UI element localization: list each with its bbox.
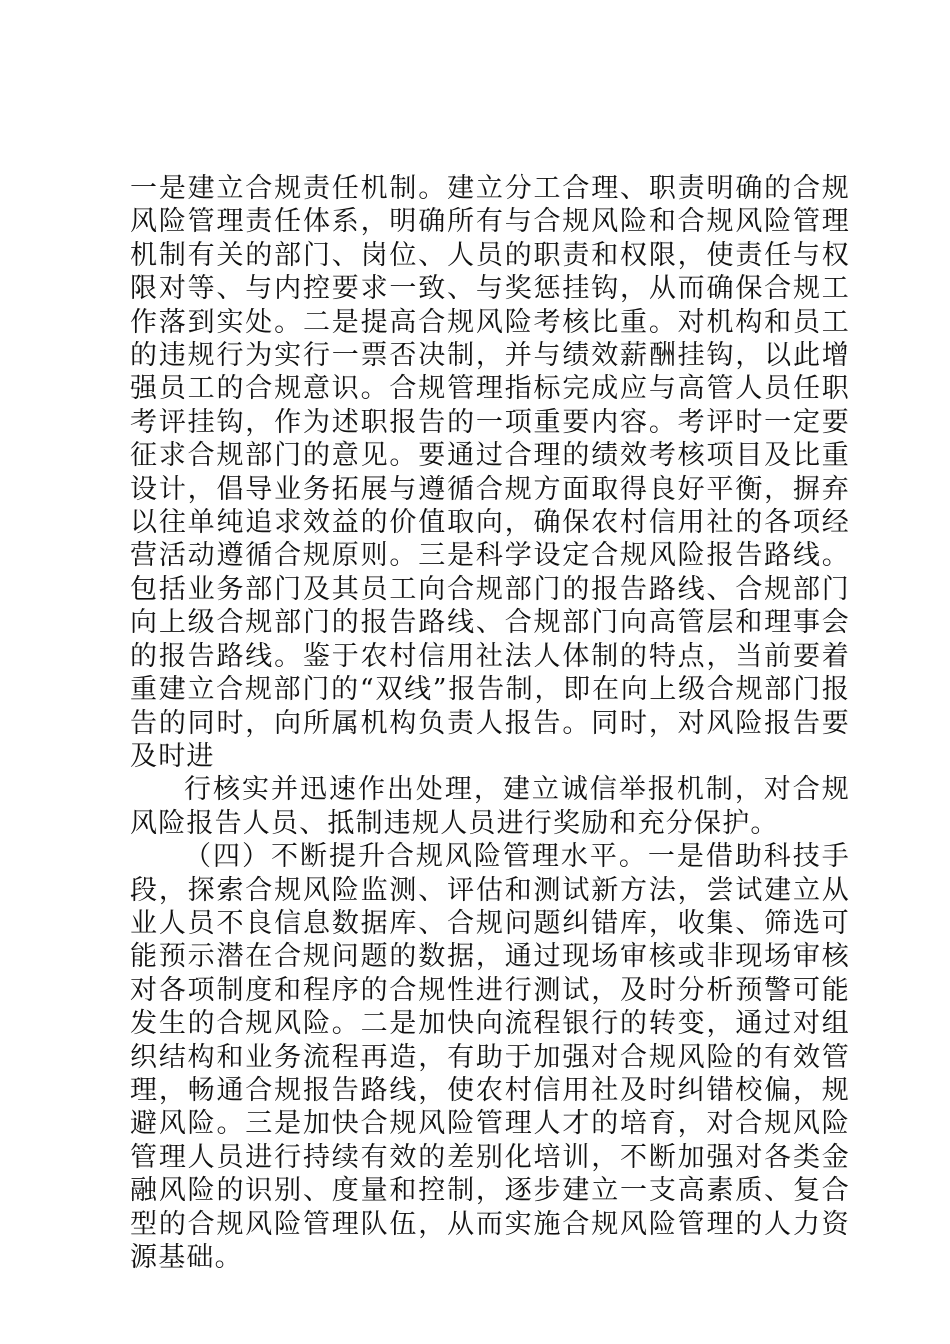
paragraph-reporting-continuation: 行核实并迅速作出处理，建立诚信举报机制，对合规风险报告人员、抵制违规人员进行奖励和充分保护。: [130, 774, 850, 839]
document-body: [130, 172, 850, 1274]
paragraph-compliance-mechanisms: 一是建立合规责任机制。建立分工合理、职责明确的合规风险管理责任体系，明确所有与合规风险和合规风险管理机制有关的部门、岗位、人员的职责和权限，使责任与权限对等、与内控要求一致、与奖惩挂钩，从而确保合规工作落到实处。二是提高合规风险考核比重。对机构和员工的违规行为实行一票否决制，并与绩效薪酬挂钩，以此增强员工的合规意识。合规管理指标完成应与高管人员任职考评挂钩，作为述职报告的一项重要内容。考评时一定要征求合规部门的意见。要通过合理的绩效考核项目及比重设计，倡导业务拓展与遵循合规方面取得良好平衡，摒弃以往单纯追求效益的价值取向，确保农村信用社的各项经营活动遵循合规原则。三是科学设定合规风险报告路线。包括业务部门及其员工向合规部门的报告路线、合规部门向上级合规部门的报告路线、合规部门向高管层和理事会的报告路线。鉴于农村信用社法人体制的特点，当前要着重建立合规部门的“双线”报告制，即在向上级合规部门报告的同时，向所属机构负责人报告。同时，对风险报告要及时进: [130, 173, 850, 772]
paragraph-management-level: （四）不断提升合规风险管理水平。一是借助科技手段，探索合规风险监测、评估和测试新方法，尝试建立从业人员不良信息数据库、合规问题纠错库，收集、筛选可能预示潜在合规问题的数据，通过现场审核或非现场审核对各项制度和程序的合规性进行测试，及时分析预警可能发生的合规风险。二是加快向流程银行的转变，通过对组织结构和业务流程再造，有助于加强对合规风险的有效管理，畅通合规报告路线，使农村信用社及时纠错校偏，规避风险。三是加快合规风险管理人才的培育，对合规风险管理人员进行持续有效的差别化培训，不断加强对各类金融风险的识别、度量和控制，逐步建立一支高素质、复合型的合规风险管理队伍，从而实施合规风险管理的人力资源基础。: [130, 841, 850, 1273]
